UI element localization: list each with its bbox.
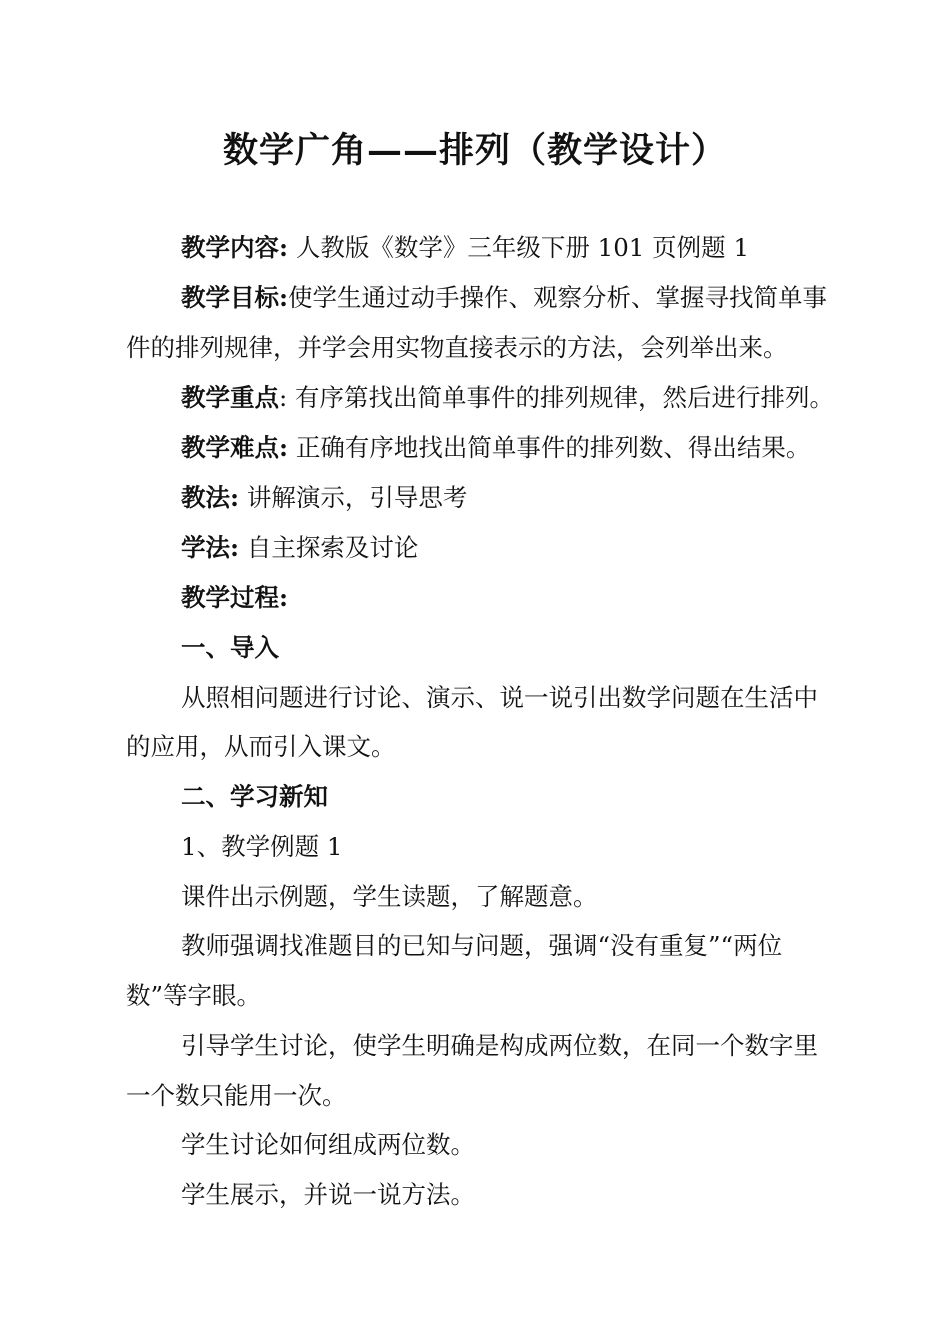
section-2-paragraph-2-line-1: 教师强调找准题目的已知与问题，强调“没有重复”“两位 xyxy=(181,931,783,960)
key-point-text: : 有序第找出简单事件的排列规律，然后进行排列。 xyxy=(279,383,835,412)
section-2-item-1: 1、教学例题 1 xyxy=(181,832,343,861)
section-1-paragraph-line-1: 从照相问题进行讨论、演示、说一说引出数学问题在生活中 xyxy=(181,683,818,712)
page-title: 数学广角——排列（教学设计） xyxy=(222,130,727,171)
section-1-paragraph-line-2: 的应用，从而引入课文。 xyxy=(126,732,396,761)
goal-label: 教学目标: xyxy=(181,283,289,312)
learning-method-text: 自主探索及讨论 xyxy=(246,533,419,562)
section-2-paragraph-2-line-2: 数”等字眼。 xyxy=(126,981,262,1010)
teaching-method-line xyxy=(126,473,846,523)
content-label: 教学内容: xyxy=(181,233,289,262)
goal-line-1 xyxy=(126,273,846,323)
key-point-label: 教学重点 xyxy=(181,383,279,412)
goal-line-2: 件的排列规律，并学会用实物直接表示的方法，会列举出来。 xyxy=(126,333,788,362)
content-text: 人教版《数学》三年级下册 101 页例题 1 xyxy=(295,233,750,262)
section-2-heading: 二、学习新知 xyxy=(181,782,328,811)
teaching-method-text: 讲解演示，引导思考 xyxy=(246,483,468,512)
learning-method-label: 学法: xyxy=(181,533,240,562)
section-2-paragraph-1: 课件出示例题，学生读题，了解题意。 xyxy=(181,882,598,911)
section-2-paragraph-5: 学生展示，并说一说方法。 xyxy=(181,1180,475,1209)
content-line xyxy=(126,223,846,273)
goal-text-1: 使学生通过动手操作、观察分析、掌握寻找简单事 xyxy=(288,283,828,312)
section-2-paragraph-3-line-2: 一个数只能用一次。 xyxy=(126,1081,347,1110)
section-1-heading: 一、导入 xyxy=(181,633,279,662)
section-2-paragraph-3-line-1: 引导学生讨论，使学生明确是构成两位数，在同一个数字里 xyxy=(181,1031,818,1060)
section-2-paragraph-4: 学生讨论如何组成两位数。 xyxy=(181,1130,475,1159)
difficulty-label: 教学难点: xyxy=(181,433,289,462)
teaching-method-label: 教法: xyxy=(181,483,240,512)
key-point-line xyxy=(126,373,846,423)
process-heading: 教学过程: xyxy=(181,583,289,612)
learning-method-line xyxy=(126,523,846,573)
difficulty-line xyxy=(126,423,846,473)
difficulty-text: 正确有序地找出简单事件的排列数、得出结果。 xyxy=(295,433,811,462)
